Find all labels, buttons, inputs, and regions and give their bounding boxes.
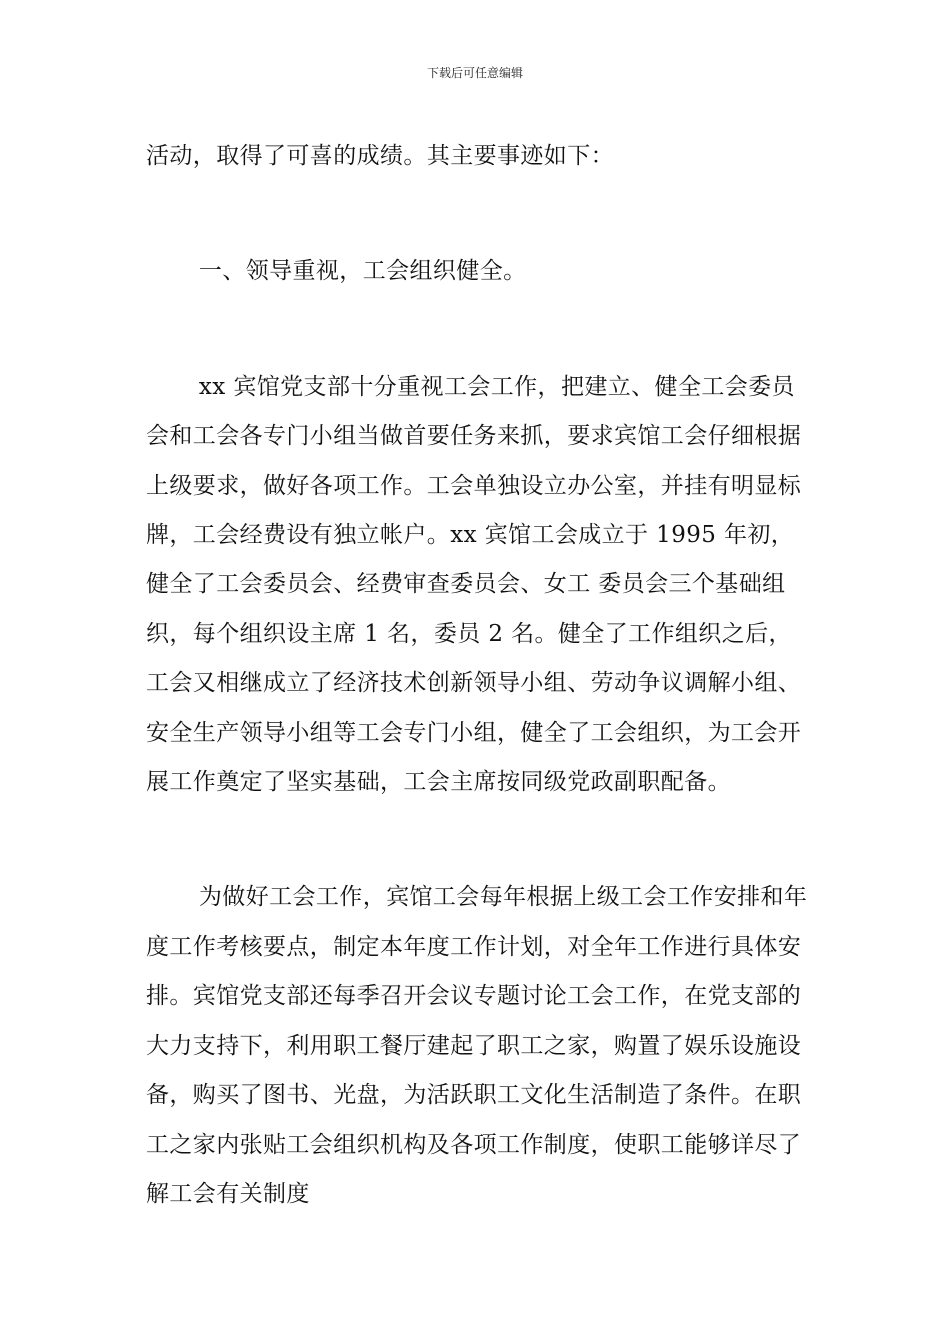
paragraph-gap — [146, 297, 814, 363]
paragraph-gap — [146, 807, 814, 873]
paragraph-work-plan: 为做好工会工作，宾馆工会每年根据上级工会工作安排和年度工作考核要点，制定本年度工作计划，对全年工作进行具体安排。宾馆党支部还每季召开会议专题讨论工会工作，在党支部的大力支持下，利用职工餐厅建起了职工之家，购置了娱乐设施设备，购买了图书、光盘，为活跃职工文化生活制造了条件。在职工之家内张贴工会组织机构及各项工作制度，使职工能够详尽了解工会有关制度 — [146, 884, 808, 1207]
page-header: 下载后可任意编辑 — [426, 66, 523, 80]
document-body — [146, 132, 814, 1219]
paragraph-gap — [146, 181, 814, 247]
paragraph-organization: xx 宾馆党支部十分重视工会工作，把建立、健全工会委员会和工会各专门小组当做首要任务来抓，要求宾馆工会仔细根据上级要求，做好各项工作。工会单独设立办公室，并挂有明显标牌，工会经费设有独立帐户。xx 宾馆工会成立于 1995 年初，健全了工会委员会、经费审查委员会、女工 委员会三个基础组织，每个组织设主席 1 名，委员 2 名。健全了工作组织之后，工会又相继成立了经济技术创新领导小组、劳动争议调解小组、安全生产领导小组等工会专门小组，健全了工会组织，为工会开展工作奠定了坚实基础，工会主席按同级党政副职配备。 — [146, 373, 802, 796]
section-heading: 一、领导重视，工会组织健全。 — [198, 258, 527, 285]
paragraph-continuation: 活动，取得了可喜的成绩。其主要事迹如下： — [146, 143, 614, 169]
